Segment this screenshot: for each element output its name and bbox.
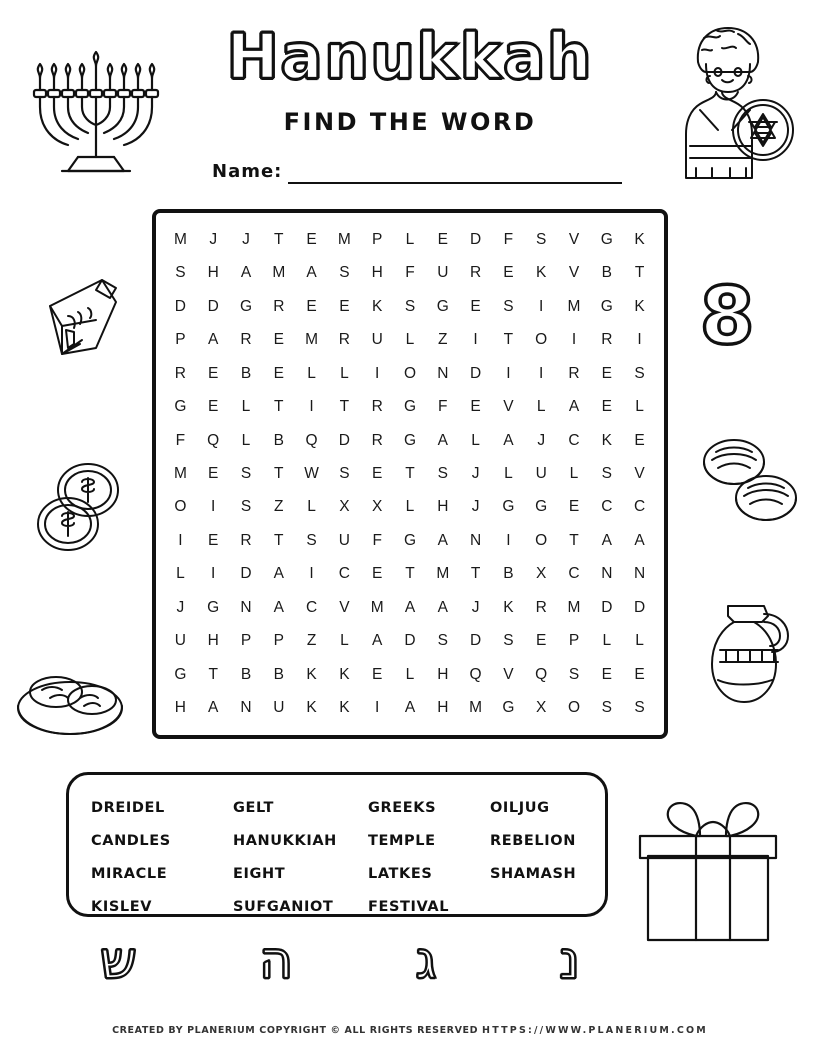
grid-cell[interactable]: K: [306, 665, 317, 683]
grid-cell[interactable]: R: [568, 364, 580, 382]
grid-cell[interactable]: R: [174, 364, 186, 382]
grid-cell[interactable]: I: [309, 398, 314, 416]
grid-cell[interactable]: G: [600, 297, 613, 315]
grid-cell[interactable]: M: [173, 230, 187, 248]
grid-cell[interactable]: V: [568, 230, 580, 248]
dreidel-illustration: [32, 272, 142, 372]
grid-cell[interactable]: D: [469, 230, 482, 248]
grid-cell[interactable]: G: [403, 431, 417, 449]
grid-cell[interactable]: L: [176, 565, 185, 583]
grid-cell[interactable]: B: [273, 431, 284, 449]
grid-cell[interactable]: A: [404, 699, 416, 717]
word-list-item[interactable]: KISLEV: [91, 898, 153, 915]
grid-cell[interactable]: T: [274, 398, 284, 416]
grid-cell[interactable]: F: [175, 431, 186, 449]
grid-cell[interactable]: N: [240, 699, 252, 717]
grid-cell[interactable]: R: [535, 598, 547, 616]
grid-cell[interactable]: P: [175, 331, 186, 349]
grid-cell[interactable]: T: [208, 665, 218, 683]
grid-cell[interactable]: U: [437, 264, 449, 282]
grid-cell[interactable]: U: [535, 464, 547, 482]
hebrew-letter: ש: [100, 931, 137, 991]
grid-cell[interactable]: E: [634, 665, 645, 683]
grid-cell[interactable]: K: [503, 598, 514, 616]
word-list-box: [66, 772, 608, 917]
grid-cell[interactable]: P: [372, 230, 383, 248]
word-list-item[interactable]: DREIDEL: [91, 799, 165, 816]
grid-cell[interactable]: G: [239, 297, 253, 315]
grid-cell[interactable]: G: [403, 398, 417, 416]
grid-cell[interactable]: A: [634, 531, 645, 549]
grid-cell[interactable]: P: [240, 632, 252, 650]
grid-cell[interactable]: R: [371, 431, 383, 449]
grid-cell[interactable]: A: [208, 699, 219, 717]
grid-cell[interactable]: M: [337, 230, 351, 248]
grid-cell[interactable]: C: [601, 498, 613, 516]
grid-cell[interactable]: V: [503, 665, 514, 683]
grid-cell[interactable]: S: [240, 498, 252, 516]
gelt-coins-illustration: [28, 462, 140, 562]
word-list-item[interactable]: HANUKKIAH: [233, 832, 337, 849]
grid-cell[interactable]: X: [372, 498, 383, 516]
grid-cell[interactable]: F: [503, 230, 514, 248]
grid-cell[interactable]: L: [241, 398, 251, 416]
footer: [0, 1025, 820, 1036]
grid-cell[interactable]: U: [273, 699, 285, 717]
page-subtitle: FIND THE WORD: [283, 108, 537, 136]
grid-cell[interactable]: O: [174, 498, 187, 516]
latkes-illustration: [10, 648, 130, 743]
grid-cell[interactable]: L: [635, 398, 644, 416]
hebrew-letter: ה: [259, 931, 294, 991]
grid-cell[interactable]: A: [437, 431, 448, 449]
grid-cell[interactable]: D: [601, 598, 613, 616]
grid-cell[interactable]: S: [503, 632, 514, 650]
grid-cell[interactable]: E: [372, 565, 383, 583]
word-list: [91, 791, 591, 915]
grid-cell[interactable]: Z: [274, 498, 284, 516]
grid-cell[interactable]: T: [274, 531, 284, 549]
grid-cell[interactable]: J: [537, 431, 546, 449]
grid-cell[interactable]: Z: [438, 331, 448, 349]
grid-cell[interactable]: R: [240, 331, 252, 349]
grid-cell[interactable]: U: [338, 531, 350, 549]
grid-cell[interactable]: K: [601, 431, 612, 449]
grid-cell[interactable]: G: [600, 230, 613, 248]
name-label: Name:: [212, 161, 283, 182]
grid-cell[interactable]: A: [601, 531, 612, 549]
grid-cell[interactable]: I: [571, 331, 577, 349]
grid-cell[interactable]: H: [174, 699, 186, 717]
grid-cell[interactable]: V: [568, 264, 580, 282]
grid-cell[interactable]: A: [240, 264, 252, 282]
grid-cell[interactable]: A: [306, 264, 317, 282]
grid-cell[interactable]: I: [506, 531, 511, 549]
grid-cell[interactable]: H: [207, 632, 219, 650]
grid-cell[interactable]: I: [309, 565, 314, 583]
grid-cell[interactable]: M: [370, 598, 384, 616]
grid-cell[interactable]: L: [536, 398, 546, 416]
grid-cell[interactable]: D: [240, 565, 252, 583]
grid-cell[interactable]: C: [338, 565, 350, 583]
grid-cell[interactable]: E: [601, 398, 612, 416]
name-row: [212, 160, 622, 184]
hebrew-letter: נ: [559, 931, 580, 991]
hebrew-letters-row: [100, 931, 580, 991]
grid-cell[interactable]: E: [437, 230, 448, 248]
grid-cell[interactable]: S: [437, 632, 448, 650]
word-list-item[interactable]: FESTIVAL: [368, 898, 450, 915]
grid-cell[interactable]: S: [536, 230, 547, 248]
grid-cell[interactable]: L: [405, 498, 415, 516]
grid-cell[interactable]: E: [372, 464, 383, 482]
grid-cell[interactable]: E: [208, 531, 219, 549]
grid-cell[interactable]: H: [437, 665, 449, 683]
grid-cell[interactable]: L: [307, 498, 316, 516]
gift-box-illustration: [618, 790, 798, 950]
grid-cell[interactable]: S: [437, 464, 448, 482]
grid-cell[interactable]: R: [273, 297, 285, 315]
grid-cell[interactable]: P: [568, 632, 580, 650]
grid-cell[interactable]: A: [568, 398, 580, 416]
grid-cell[interactable]: G: [207, 598, 220, 616]
grid-cell[interactable]: X: [536, 699, 547, 717]
grid-cell[interactable]: E: [273, 331, 284, 349]
grid-cell[interactable]: E: [601, 665, 612, 683]
grid-cell[interactable]: G: [174, 398, 187, 416]
grid-cell[interactable]: K: [372, 297, 383, 315]
grid-cell[interactable]: G: [502, 498, 515, 516]
grid-cell[interactable]: T: [339, 398, 350, 416]
grid-cell[interactable]: I: [211, 498, 216, 516]
grid-cell[interactable]: S: [306, 531, 317, 549]
grid-cell[interactable]: B: [503, 565, 514, 583]
grid-cell[interactable]: K: [306, 699, 317, 717]
eight-numeral: 8: [700, 272, 755, 362]
grid-cell[interactable]: E: [634, 431, 645, 449]
grid-cell[interactable]: F: [438, 398, 448, 416]
grid-cell[interactable]: M: [272, 264, 286, 282]
grid-cell[interactable]: N: [437, 364, 449, 382]
grid-cell[interactable]: K: [536, 264, 547, 282]
grid-cell[interactable]: S: [601, 699, 612, 717]
word-list-item[interactable]: GREEKS: [368, 799, 437, 816]
grid-cell[interactable]: O: [403, 364, 417, 382]
grid-cell[interactable]: O: [567, 699, 581, 717]
grid-cell[interactable]: S: [404, 297, 416, 315]
grid-cell[interactable]: G: [502, 699, 515, 717]
grid-cell[interactable]: L: [405, 665, 415, 683]
grid-cell[interactable]: N: [469, 531, 482, 549]
grid-cell[interactable]: I: [539, 297, 544, 315]
grid-cell[interactable]: K: [634, 230, 645, 248]
grid-cell[interactable]: B: [273, 665, 284, 683]
grid-cell[interactable]: E: [601, 364, 612, 382]
grid-cell[interactable]: M: [173, 464, 187, 482]
grid-cell[interactable]: N: [601, 565, 613, 583]
grid-cell[interactable]: S: [568, 665, 580, 683]
grid-cell[interactable]: J: [471, 464, 480, 482]
grid-cell[interactable]: D: [174, 297, 186, 315]
word-list-item[interactable]: MIRACLE: [91, 865, 168, 882]
grid-cell[interactable]: M: [436, 565, 450, 583]
grid-cell[interactable]: B: [601, 264, 612, 282]
grid-cell[interactable]: L: [340, 632, 349, 650]
grid-cell[interactable]: D: [338, 431, 350, 449]
grid-cell[interactable]: S: [634, 364, 645, 382]
grid-cell[interactable]: S: [339, 464, 350, 482]
grid-cell[interactable]: L: [241, 431, 251, 449]
grid-cell[interactable]: A: [273, 565, 284, 583]
grid-cell[interactable]: L: [504, 464, 513, 482]
grid-cell[interactable]: R: [371, 398, 383, 416]
grid-cell[interactable]: K: [339, 665, 350, 683]
grid-cell[interactable]: R: [601, 331, 613, 349]
hebrew-letter: ג: [415, 931, 437, 991]
grid-cell[interactable]: Z: [306, 632, 317, 650]
grid-cell[interactable]: X: [339, 498, 350, 516]
grid-cell[interactable]: S: [339, 264, 350, 282]
grid-cell[interactable]: E: [208, 398, 219, 416]
grid-cell[interactable]: V: [339, 598, 350, 616]
grid-cell[interactable]: S: [175, 264, 186, 282]
grid-cell[interactable]: L: [340, 364, 349, 382]
grid-cell[interactable]: N: [240, 598, 252, 616]
word-list-item[interactable]: TEMPLE: [368, 832, 436, 849]
grid-cell[interactable]: A: [404, 598, 416, 616]
grid-cell[interactable]: N: [633, 565, 646, 583]
word-list-item[interactable]: REBELION: [490, 832, 576, 849]
grid-cell[interactable]: S: [634, 699, 645, 717]
grid-cell[interactable]: U: [174, 632, 186, 650]
word-list-item[interactable]: OILJUG: [490, 799, 550, 816]
grid-cell[interactable]: L: [635, 632, 644, 650]
grid-cell[interactable]: T: [274, 230, 284, 248]
grid-cell[interactable]: L: [405, 230, 415, 248]
grid-cell[interactable]: L: [471, 431, 480, 449]
grid-cell[interactable]: I: [539, 364, 544, 382]
grid-cell[interactable]: G: [403, 531, 417, 549]
grid-cell[interactable]: M: [469, 699, 483, 717]
grid-cell[interactable]: E: [503, 264, 514, 282]
grid-cell[interactable]: B: [240, 364, 252, 382]
grid-cell[interactable]: G: [174, 665, 187, 683]
grid-cell[interactable]: E: [306, 297, 317, 315]
grid-cell[interactable]: P: [273, 632, 284, 650]
grid-cell[interactable]: J: [176, 598, 185, 616]
grid-cell[interactable]: L: [307, 364, 316, 382]
grid-cell[interactable]: I: [211, 565, 216, 583]
word-list-item[interactable]: GELT: [233, 799, 274, 816]
grid-cell[interactable]: E: [273, 364, 284, 382]
letter-grid[interactable]: [164, 223, 656, 725]
grid-cell[interactable]: I: [637, 331, 642, 349]
grid-cell[interactable]: H: [371, 264, 383, 282]
grid-cell[interactable]: E: [208, 464, 219, 482]
grid-cell[interactable]: A: [273, 598, 284, 616]
grid-cell[interactable]: S: [240, 464, 252, 482]
grid-cell[interactable]: W: [304, 464, 319, 482]
grid-cell[interactable]: A: [503, 431, 514, 449]
grid-cell[interactable]: J: [471, 498, 480, 516]
grid-cell[interactable]: M: [567, 598, 581, 616]
grid-cell[interactable]: T: [274, 464, 284, 482]
grid-cell[interactable]: B: [240, 665, 252, 683]
grid-cell[interactable]: U: [371, 331, 383, 349]
grid-cell[interactable]: I: [178, 531, 183, 549]
grid-cell[interactable]: K: [339, 699, 350, 717]
grid-cell[interactable]: T: [634, 264, 645, 282]
grid-cell[interactable]: X: [536, 565, 547, 583]
grid-cell[interactable]: E: [470, 297, 481, 315]
grid-cell[interactable]: E: [568, 498, 580, 516]
grid-cell[interactable]: E: [372, 665, 383, 683]
grid-cell[interactable]: F: [405, 264, 415, 282]
grid-cell[interactable]: I: [473, 331, 478, 349]
grid-cell[interactable]: G: [436, 297, 449, 315]
grid-cell[interactable]: J: [209, 230, 218, 248]
grid-cell[interactable]: Q: [469, 665, 482, 683]
grid-cell[interactable]: D: [469, 632, 482, 650]
grid-cell[interactable]: E: [208, 364, 219, 382]
grid-cell[interactable]: T: [503, 331, 514, 349]
grid-cell[interactable]: S: [503, 297, 514, 315]
grid-cell[interactable]: D: [469, 364, 482, 382]
grid-cell[interactable]: H: [207, 264, 219, 282]
sufganiot-illustration: [694, 430, 804, 535]
word-search-grid: [152, 209, 668, 739]
grid-cell[interactable]: J: [471, 598, 480, 616]
grid-cell[interactable]: Q: [207, 431, 220, 449]
grid-cell[interactable]: M: [305, 331, 319, 349]
word-list-item[interactable]: LATKES: [368, 865, 433, 882]
grid-cell[interactable]: H: [437, 498, 449, 516]
grid-cell[interactable]: I: [375, 699, 380, 717]
grid-cell[interactable]: C: [305, 598, 318, 616]
grid-cell[interactable]: D: [404, 632, 416, 650]
name-input-line[interactable]: [288, 160, 622, 184]
footer-credit: CREATED BY PLANERIUM COPYRIGHT © ALL RIGHTS RESERVED: [112, 1025, 479, 1036]
grid-cell[interactable]: T: [405, 565, 415, 583]
grid-cell[interactable]: D: [207, 297, 219, 315]
grid-cell[interactable]: R: [240, 531, 252, 549]
grid-cell[interactable]: E: [339, 297, 350, 315]
word-list-item[interactable]: SHAMASH: [490, 865, 577, 882]
grid-cell[interactable]: V: [634, 464, 645, 482]
grid-cell[interactable]: J: [242, 230, 250, 248]
grid-cell[interactable]: O: [535, 331, 548, 349]
grid-cell[interactable]: C: [568, 431, 580, 449]
grid-cell[interactable]: T: [470, 565, 481, 583]
grid-cell[interactable]: G: [535, 498, 548, 516]
grid-cell[interactable]: L: [405, 331, 415, 349]
grid-cell[interactable]: Q: [535, 665, 548, 683]
grid-cell[interactable]: T: [569, 531, 579, 549]
grid-cell[interactable]: M: [567, 297, 581, 315]
grid-cell[interactable]: A: [208, 331, 219, 349]
grid-cell[interactable]: H: [437, 699, 449, 717]
grid-cell[interactable]: A: [437, 598, 448, 616]
grid-cell[interactable]: C: [568, 565, 580, 583]
grid-cell[interactable]: D: [633, 598, 646, 616]
word-list-item[interactable]: EIGHT: [233, 865, 286, 882]
grid-cell[interactable]: T: [405, 464, 415, 482]
grid-cell[interactable]: I: [375, 364, 380, 382]
grid-cell[interactable]: C: [633, 498, 646, 516]
grid-cell[interactable]: E: [470, 398, 481, 416]
grid-cell[interactable]: R: [469, 264, 482, 282]
grid-cell[interactable]: Q: [305, 431, 318, 449]
grid-cell[interactable]: A: [372, 632, 383, 650]
grid-cell[interactable]: S: [601, 464, 612, 482]
grid-cell[interactable]: V: [503, 398, 514, 416]
word-list-item[interactable]: CANDLES: [91, 832, 171, 849]
page-title: Hanukkah: [226, 20, 594, 93]
grid-cell[interactable]: E: [306, 230, 317, 248]
oil-jug-illustration: [694, 592, 804, 717]
grid-cell[interactable]: A: [437, 531, 448, 549]
grid-cell[interactable]: I: [506, 364, 511, 382]
grid-cell[interactable]: R: [338, 331, 350, 349]
grid-cell[interactable]: K: [634, 297, 645, 315]
word-list-item[interactable]: SUFGANIOT: [233, 898, 334, 915]
grid-cell[interactable]: L: [569, 464, 579, 482]
grid-cell[interactable]: F: [372, 531, 382, 549]
grid-cell[interactable]: E: [536, 632, 547, 650]
grid-cell[interactable]: L: [602, 632, 612, 650]
grid-cell[interactable]: O: [535, 531, 548, 549]
footer-url: HTTPS://WWW.PLANERIUM.COM: [482, 1025, 708, 1036]
